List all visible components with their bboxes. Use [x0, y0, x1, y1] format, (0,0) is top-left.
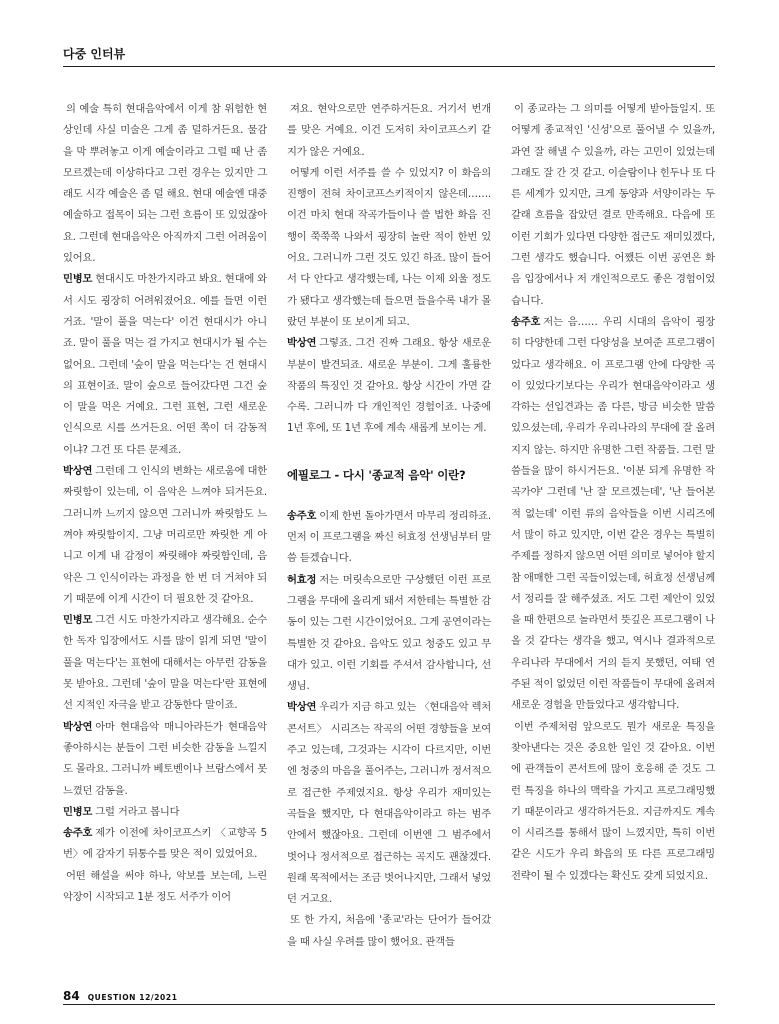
- page-footer: [63, 989, 178, 1003]
- speaker-name: 송주호: [63, 827, 93, 840]
- paragraph-text: 저는 머릿속으로만 구상했던 이런 프로그램을 무대에 올리게 돼서 저한테는 특별한 감동이 있는 그런 시간이었어요. 그게 공연이라는 특별한 것 같아요. 음악도 있고 청중도 있고 무대가 있고. 이런 기회를 주셔서 감사합니다, 선생님.: [287, 573, 491, 693]
- paragraph: [287, 99, 491, 163]
- speaker-name: 박상연: [287, 337, 317, 350]
- paragraph-text: 의 예술 특히 현대음악에서 이게 참 위험한 현상인데 사실 미술은 그게 좀 덜하거든요. 물감을 막 뿌려놓고 이게 예술이라고 그럴 때 난 좀 모르겠는데 이상하다고 그런 경우는 있지만 그래도 시각 예술은 좀 덜 해요. 현대 예술엔 대중 예술하고 접목이 되는 그런 흐름이 또 있었잖아요. 그런데 현대음악은 아직까지 그런 어려움이 있어요.: [63, 103, 267, 265]
- paragraph: [63, 269, 267, 461]
- paragraph-text: 그럴 거라고 봅니다: [95, 805, 180, 818]
- speaker-name: 송주호: [511, 315, 541, 328]
- speaker-name: 송주호: [287, 509, 317, 522]
- paragraph-text: 그렇죠. 그건 진짜 그래요. 항상 새로운 부분이 발견되죠. 새로운 부분이. 그게 훌륭한 작품의 특징인 것 같아요. 항상 시간이 가면 갈수록. 그러니까 다 개인적인 경험이죠. 나중에 1년 후에, 또 1년 후에 계속 새롭게 보이는 게.: [287, 337, 491, 435]
- speaker-name: 민병모: [63, 614, 93, 627]
- footer-divider: [63, 1004, 715, 1005]
- speaker-name: 박상연: [63, 720, 93, 733]
- paragraph-text: 그건 시도 마찬가지라고 생각해요. 순수한 독자 입장에서도 시를 많이 읽게 되면 '말이 풀을 먹는다'는 표현에 대해서는 아무런 감동을 못 받아요. 그런데 '숲이 말을 먹는다'란 표현에선 지적인 자극을 받고 감동한다 말이죠.: [63, 614, 267, 712]
- paragraph-text: 그런데 그 인식의 변화는 새로움에 대한 짜릿함이 있는데, 이 음악은 느껴야 되거든요. 그러니까 느끼지 않으면 그러니까 짜릿함도 느껴야 짜릿함이지. 그냥 머리로만 짜릿한 게 아니고 이게 내 감정이 짜릿해야 짜릿함인데, 음악은 그 인식이라는 과정을 한 번 더 거쳐야 되기 때문에 이게 시간이 더 필요한 것 같아요.: [63, 465, 267, 605]
- paragraph: [511, 99, 715, 312]
- paragraph-text: 제가 이전에 차이코프스키 〈교향곡 5번〉에 감자기 뒤통수를 맞은 적이 있었어요.: [63, 827, 267, 861]
- paragraph: [287, 163, 491, 333]
- column-1: [63, 99, 267, 979]
- paragraph-text: 현대시도 마찬가지라고 봐요. 현대에 와서 시도 굉장히 어려워졌어요. 예를 들면 이런 거죠. '말이 풀을 먹는다' 이건 현대시가 아니죠. 말이 풀을 먹는 걸 가지고 현대시가 될 수는 없어요. 그런데 '숲이 말을 먹는다'는 건 현대시의 표현이죠. 말이 숲으로 들어갔다면 그건 숲이 말을 먹은 거예요. 그런 표현, 그런 새로운 인식으로 시를 쓰거든요. 어떤 쪽이 더 감동적이냐? 그건 또 다른 문제죠.: [63, 273, 267, 456]
- page-number: 84: [63, 989, 80, 1003]
- paragraph: [287, 570, 491, 698]
- paragraph: [63, 717, 267, 802]
- paragraph-text: 아마 현대음악 매니아라든가 현대음악 좋아하시는 분들이 그런 비슷한 감동을 느낄지도 몰라요. 그러니까 베토벤이나 브람스에서 못 느꼈던 감동을.: [63, 720, 267, 797]
- speaker-name: 허효정: [287, 573, 317, 586]
- speaker-name: 박상연: [287, 701, 317, 714]
- paragraph-text: 또 한 가지, 처음에 '종교'라는 단어가 들어갔을 때 사실 우려를 많이 했어요. 관객들: [287, 914, 491, 948]
- column-2: [287, 99, 491, 979]
- paragraph-text: 우리가 지금 하고 있는 〈현대음악 렉처콘서트〉 시리즈는 작곡의 어떤 경향들을 보여주고 있는데, 그것과는 시각이 다르지만, 이번엔 청중의 마음을 풀어주는, 그러니까 정서적으로 접근한 주제였지요. 항상 우리가 재미있는 곡들을 했지만, 다 현대음악이라고 하는 범주 안에서 했잖아요. 그런데 이번엔 그 범주에서 벗어나 정서적으로 접근하는 곡지도 괜찮겠다. 원래 목적에서는 조금 벗어나지만, 그래서 넣었던 거고요.: [287, 701, 491, 906]
- section-label: 다중 인터뷰: [63, 47, 126, 61]
- paragraph-text: 이번 주제처럼 앞으로도 뭔가 새로운 특징을 찾아낸다는 것은 중요한 일인 것 같아요. 이번에 관객들이 콘서트에 많이 호응해 준 것도 그런 특징을 하나의 맥락을 가지고 프로그래밍했기 때문이라고 생각하거든요. 지금까지도 계속 이 시리즈를 통해서 많이 느꼈지만, 특히 이번 같은 시도가 우리 화음의 또 다른 프로그래밍 전략이 될 수 있겠다는 확신도 갖게 되었지요.: [511, 720, 715, 882]
- paragraph: [511, 312, 715, 717]
- paragraph: [287, 506, 491, 570]
- column-3: [511, 99, 715, 979]
- paragraph: [287, 910, 491, 953]
- paragraph-text: 저는 음…… 우리 시대의 음악이 굉장히 다양한데 그런 다양성을 보여준 프로그램이었다고 생각해요. 이 프로그램 안에 다양한 곡이 있었다기보다는 우리가 현대음악이라고 생각하는 선입견과는 좀 다른, 방금 비슷한 말씀 있으셨는데, 우리가 우리나라의 무대에 잘 올려지지 않는. 하지만 유명한 그런 작품들. 그런 말씀들을 많이 하시거든요. '이분 되게 유명한 작곡가야' 그런데 '난 잘 모르겠는데', '난 들어본 적 없는데' 이런 류의 음악들을 이번 시리즈에서 많이 하고 있지만, 이번 같은 경우는 특별히 주제를 정하지 않으면 어떤 의미로 넣어야 할지 참 애매한 그런 곡들이었는데, 허효정 선생님께서 정리를 잘 해주셨죠. 저도 그런 제안이 있었을 때 한편으로 놀라면서 뜻깊은 프로그램이 나올 것 같다는 생각을 했고, 역시나 결과적으로 우리나라 무대에서 거의 듣지 못했던, 여태 연주된 적이 없었던 이런 작품들이 무대에 올려져 새로운 경험을 만들었다고 생각합니다.: [511, 315, 715, 712]
- paragraph: [511, 717, 715, 887]
- paragraph: [63, 461, 267, 610]
- speaker-name: 박상연: [63, 465, 93, 478]
- paragraph-text: 이제 한번 돌아가면서 마무리 정리하죠. 먼저 이 프로그램을 짜신 허효정 선생님부터 말씀 듣겠습니다.: [287, 509, 491, 565]
- paragraph: [63, 99, 267, 269]
- paragraph: [63, 866, 267, 909]
- paragraph: [63, 802, 267, 823]
- header-divider: [63, 66, 715, 67]
- paragraph-text: 져요. 현악으로만 연주하거든요. 거기서 번개를 맞은 거예요. 이건 도저히 차이코프스키 같지가 않은 거예요.: [287, 103, 491, 158]
- section-heading: 에필로그 - 다시 '종교적 음악' 이란?: [287, 467, 466, 482]
- paragraph: [287, 333, 491, 439]
- article-body: [63, 99, 715, 979]
- magazine-issue: QUESTION 12/2021: [87, 993, 178, 1002]
- paragraph: [63, 610, 267, 716]
- paragraph-text: 어떻게 이런 서주를 쓸 수 있었지? 이 화음의 진행이 전혀 차이코프스키적이지 않은데……. 이건 마치 현대 작곡가들이나 쓸 법한 화음 진행이 쭉쭉쭉 나와서 굉장히 놀란 적이 한번 있어요. 그러니까 그런 것도 있긴 하죠. 많이 들어서 다 안다고 생각했는데, 나는 이제 외울 정도가 됐다고 생각했는데 들으면 들을수록 내가 몰랐던 부분이 또 보이게 되고.: [287, 166, 491, 328]
- paragraph: [63, 823, 267, 866]
- paragraph: [287, 697, 491, 910]
- paragraph-text: 어떤 해설을 써야 하나, 악보를 보는데, 느린 악장이 시작되고 1분 정도 서주가 이어: [63, 869, 267, 903]
- paragraph-text: 이 종교라는 그 의미를 어떻게 받아들일지. 또 어떻게 종교적인 '신성'으로 풀어낼 수 있을까, 과연 잘 해낼 수 있을까, 라는 고민이 있었는데 그래도 잘 간 것 같고. 이슬람이나 힌두나 또 다른 세계가 있지만, 크게 동양과 서양이라는 두 갈래 흐름을 잡았던 결로 만족해요. 다음에 또 이런 기회가 있다면 다양한 접근도 재미있겠다, 그런 생각도 했습니다. 어쨌든 이번 공연은 화음 입장에서나 저 개인적으로도 좋은 경험이었습니다.: [511, 103, 715, 307]
- speaker-name: 민병모: [63, 273, 93, 286]
- speaker-name: 민병모: [63, 805, 93, 818]
